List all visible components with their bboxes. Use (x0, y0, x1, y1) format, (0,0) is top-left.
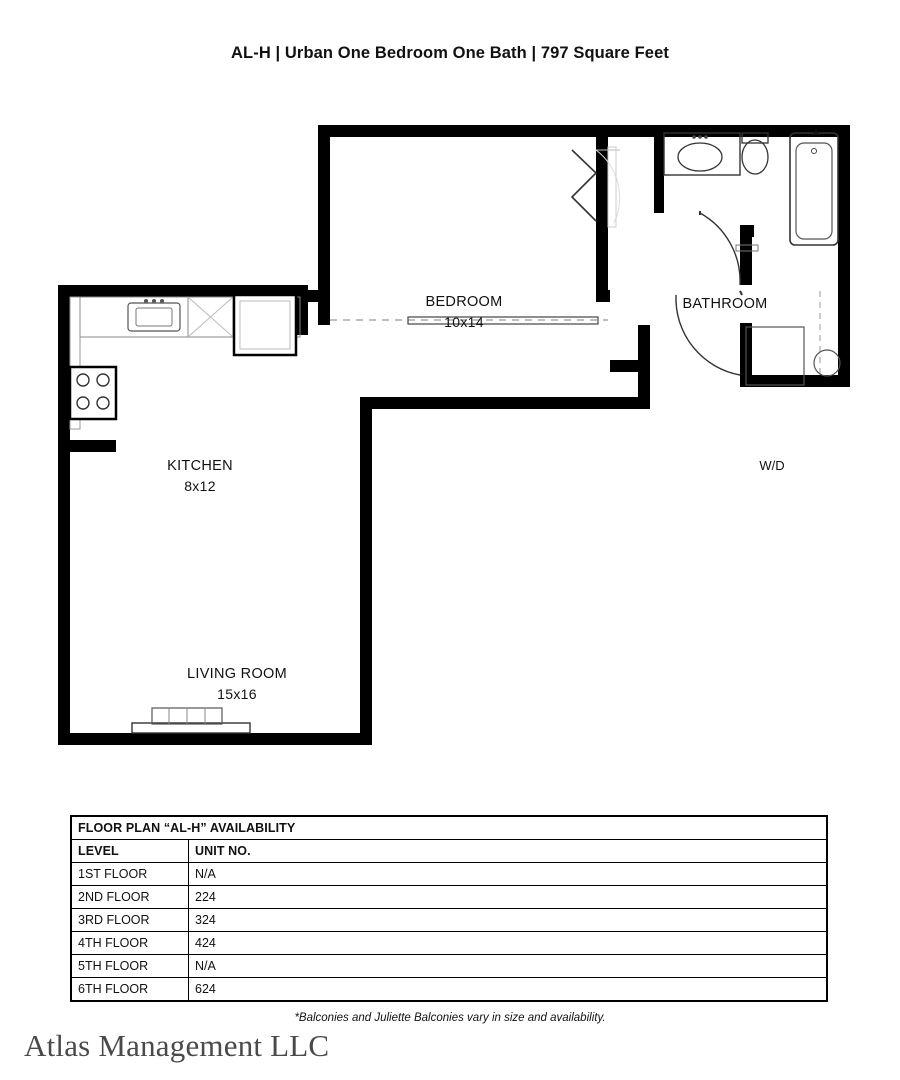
cell-level: 6TH FLOOR (71, 978, 189, 1002)
table-caption: FLOOR PLAN “AL-H” AVAILABILITY (71, 816, 827, 840)
room-name-bathroom: BATHROOM (682, 296, 768, 312)
table-caption-row (71, 816, 827, 840)
room-label-washer-dryer: W/D (759, 458, 785, 473)
cell-unit: N/A (189, 863, 828, 886)
cell-unit: N/A (189, 955, 828, 978)
table-row (71, 932, 827, 955)
company-watermark: Atlas Management LLC (24, 1028, 330, 1063)
page-title: AL-H | Urban One Bedroom One Bath | 797 Square Feet (231, 44, 669, 62)
cell-level: 1ST FLOOR (71, 863, 189, 886)
cell-level: 4TH FLOOR (71, 932, 189, 955)
table-row (71, 978, 827, 1002)
room-dims-living-room: 15x16 (217, 685, 257, 702)
footnote: *Balconies and Juliette Balconies vary in size and availability. (294, 1012, 606, 1024)
cell-unit: 224 (189, 886, 828, 909)
table-row (71, 955, 827, 978)
room-name-kitchen: KITCHEN (167, 458, 233, 474)
room-name-living-room: LIVING ROOM (187, 666, 287, 682)
cell-unit: 624 (189, 978, 828, 1002)
room-label-kitchen (120, 457, 280, 495)
table-row (71, 863, 827, 886)
cell-unit: 424 (189, 932, 828, 955)
availability-table (70, 815, 828, 1002)
table-row (71, 886, 827, 909)
cell-unit: 324 (189, 909, 828, 932)
table-row (71, 909, 827, 932)
room-label-bedroom (374, 293, 554, 331)
room-label-living-room (132, 665, 342, 703)
column-header-unit: UNIT NO. (189, 840, 828, 863)
cell-level: 2ND FLOOR (71, 886, 189, 909)
room-dims-kitchen: 8x12 (184, 477, 216, 494)
cell-level: 5TH FLOOR (71, 955, 189, 978)
table-header-row (71, 840, 827, 863)
room-dims-bedroom: 10x14 (444, 313, 484, 330)
cell-level: 3RD FLOOR (71, 909, 189, 932)
floor-plan-drawing (0, 95, 900, 775)
room-name-bedroom: BEDROOM (425, 294, 503, 310)
room-label-bathroom (655, 295, 795, 315)
walls-group (58, 125, 850, 745)
column-header-level: LEVEL (71, 840, 189, 863)
